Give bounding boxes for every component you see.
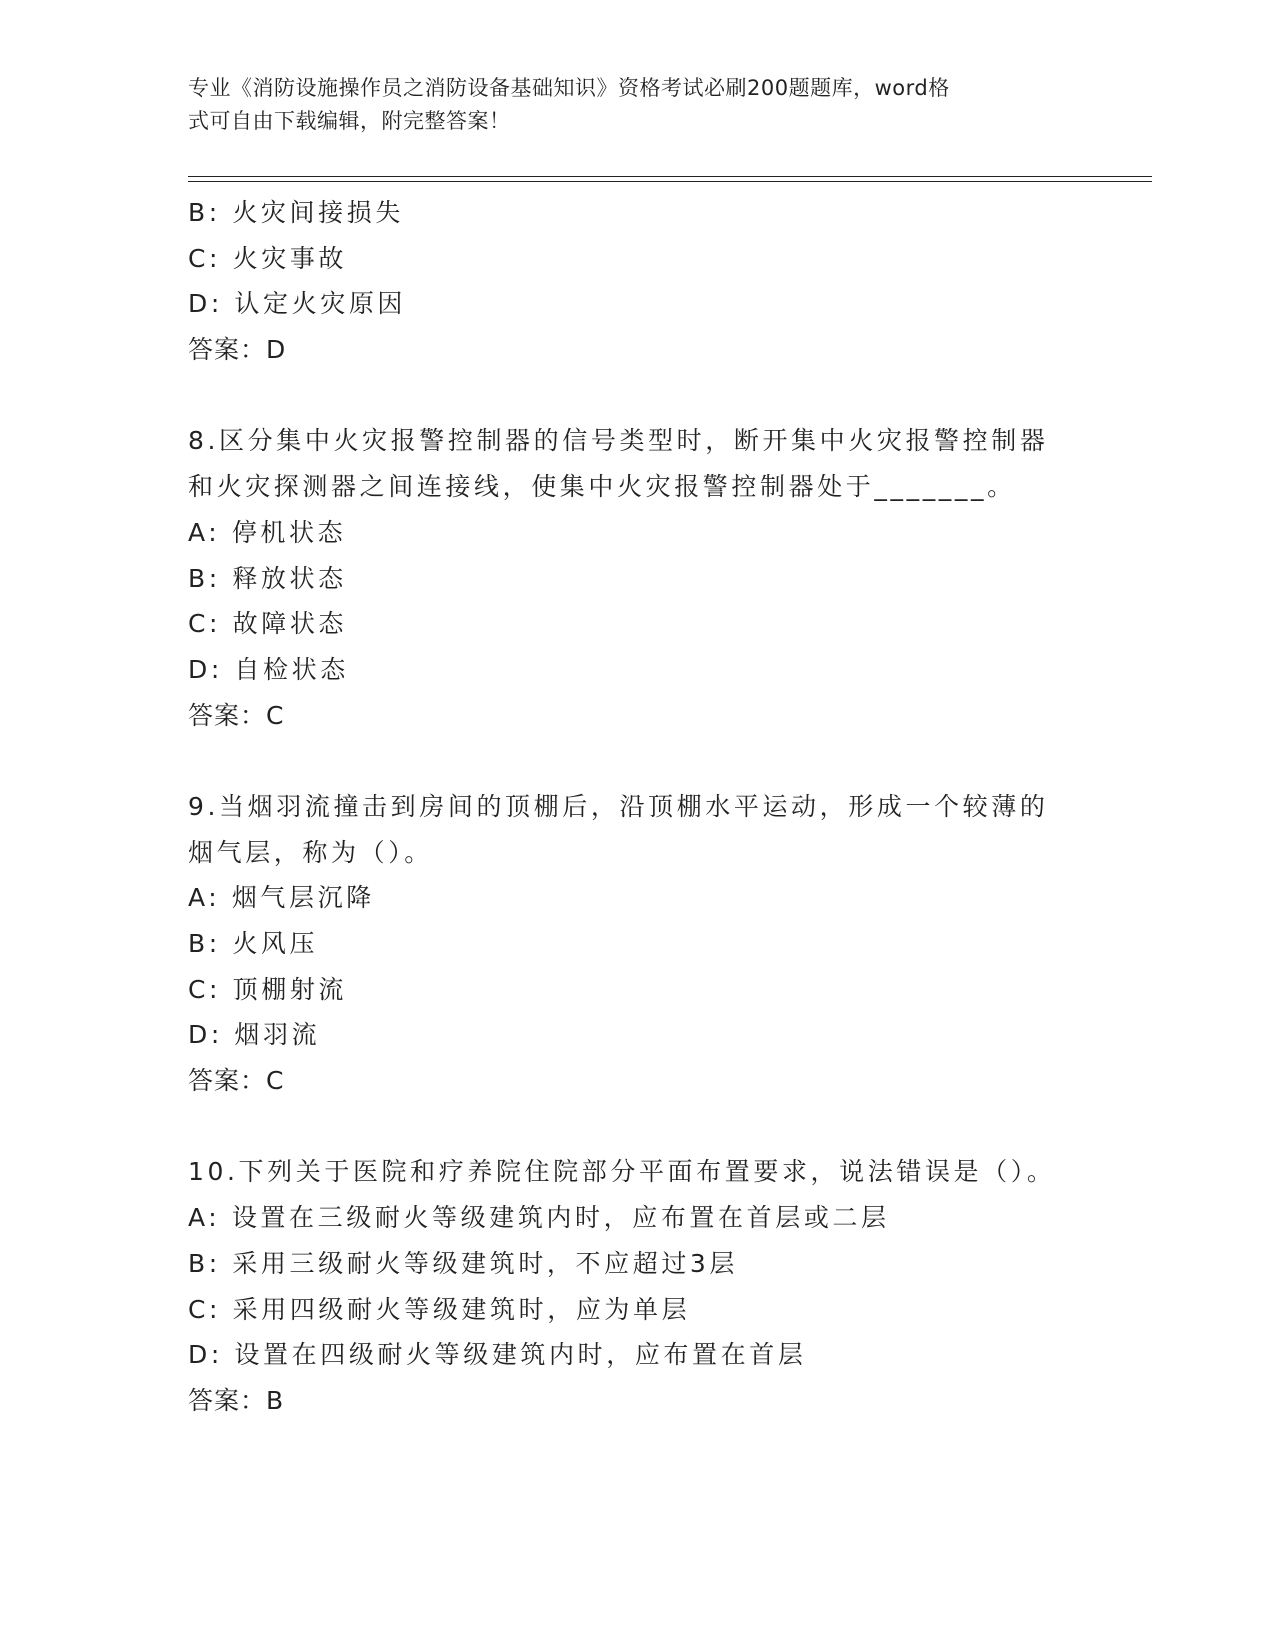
question-8 [188, 418, 1088, 738]
option-c: C: 采用四级耐火等级建筑时，应为单层 [188, 1294, 691, 1324]
question-7-tail [188, 190, 1088, 373]
question-9 [188, 784, 1088, 1104]
option-d: D: 烟羽流 [188, 1020, 321, 1050]
option-b: B: 采用三级耐火等级建筑时，不应超过3层 [188, 1248, 739, 1278]
option-d: D: 自检状态 [188, 654, 349, 684]
option-a: A: 停机状态 [188, 517, 347, 547]
answer: 答案：D [188, 335, 287, 365]
spacer [188, 373, 1088, 419]
question-stem: 9.当烟羽流撞击到房间的顶棚后，沿顶棚水平运动，形成一个较薄的 [188, 791, 1049, 821]
header-divider-top [188, 176, 1152, 177]
option-a: A: 设置在三级耐火等级建筑内时，应布置在首层或二层 [188, 1203, 890, 1233]
option-d: D: 认定火灾原因 [188, 289, 407, 319]
option-d: D: 设置在四级耐火等级建筑内时，应布置在首层 [188, 1340, 807, 1370]
question-stem: 8.区分集中火灾报警控制器的信号类型时，断开集中火灾报警控制器 [188, 426, 1049, 456]
header-divider-bottom [188, 181, 1152, 182]
question-stem: 烟气层，称为（）。 [188, 837, 433, 867]
header-line-2: 式可自由下载编辑，附完整答案！ [188, 109, 511, 133]
question-content [188, 190, 1088, 1424]
answer: 答案：C [188, 700, 285, 730]
option-b: B: 火灾间接损失 [188, 198, 404, 227]
answer: 答案：C [188, 1066, 285, 1096]
option-b: B: 火风压 [188, 929, 319, 958]
option-c: C: 火灾事故 [188, 243, 348, 273]
option-a: A: 烟气层沉降 [188, 883, 375, 913]
question-10 [188, 1149, 1088, 1423]
option-b: B: 释放状态 [188, 563, 347, 593]
question-stem: 10.下列关于医院和疗养院住院部分平面布置要求，说法错误是（）。 [188, 1157, 1056, 1187]
option-c: C: 顶棚射流 [188, 974, 348, 1004]
header-line-1: 专业《消防设施操作员之消防设备基础知识》资格考试必刷200题题库，word格 [188, 76, 950, 100]
document-header [188, 72, 1088, 138]
spacer [188, 1104, 1088, 1150]
question-stem: 和火灾探测器之间连接线，使集中火灾报警控制器处于_______。 [188, 472, 1016, 502]
option-c: C: 故障状态 [188, 609, 348, 639]
spacer [188, 738, 1088, 784]
answer: 答案：B [188, 1385, 285, 1415]
